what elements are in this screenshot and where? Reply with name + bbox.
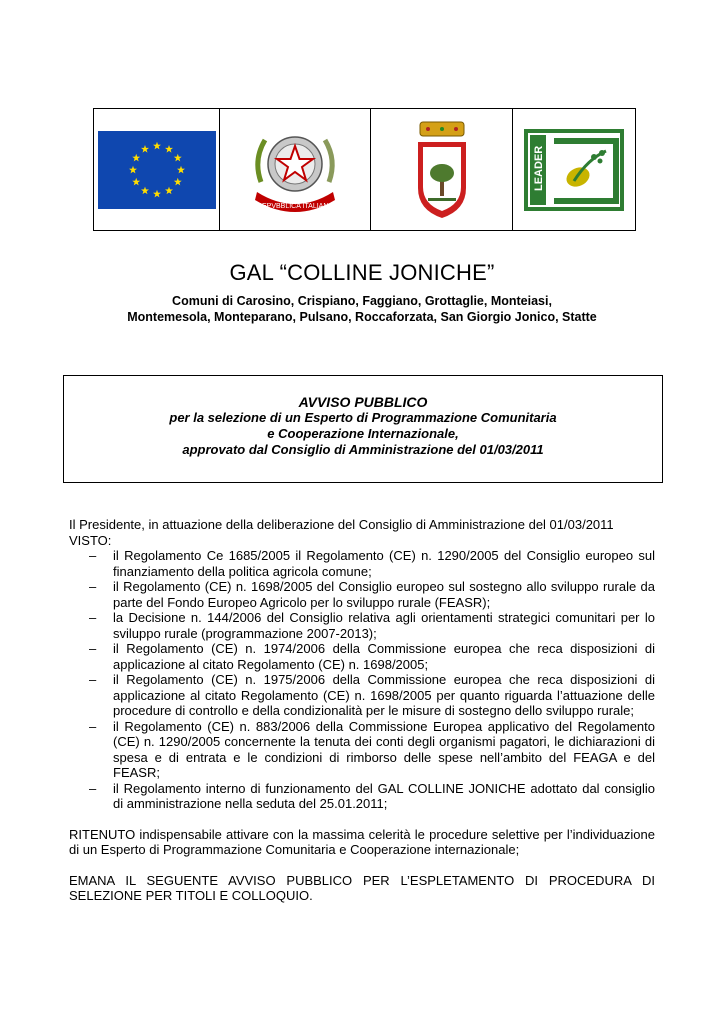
list-item: – il Regolamento (CE) n. 1974/2006 della Commissione europea che reca disposizioni di applicazione al citato Regolamento (CE) n. 1698/2005; [89,641,655,672]
list-item: – il Regolamento (CE) n. 883/2006 della Commissione Europea applicativo del Regolamento (CE) n. 1290/2005 concernente la tenuta dei conti degli organismi pagatori, le dichiarazioni di spesa e di entrata e le condizioni di rimborso delle spese nell’ambito del FEAGA e del FEASR; [89,718,655,780]
italian-emblem-icon [243,120,347,220]
intro-paragraph: Il Presidente, in attuazione della deliberazione del Consiglio di Amministrazione del 01/03/2011 [69,517,614,532]
avviso-line-3: approvato dal Consiglio di Amministrazione del 01/03/2011 [182,442,544,457]
dash-bullet: – [89,718,97,734]
dash-bullet: – [89,579,97,594]
dash-bullet: – [89,641,97,656]
ritenuto-paragraph: RITENUTO indispensabile attivare con la massima celerità le procedure selettive per l’individuazione di un Esperto di Programmazione Comunitaria e Cooperazione internazionale; [69,826,655,857]
logo-cell-eu [94,109,220,230]
dash-bullet: – [89,780,97,796]
avviso-box [63,375,663,483]
list-item: – il Regolamento (CE) n. 1698/2005 del Consiglio europeo sul sostegno allo sviluppo rurale da parte del Fondo Europeo Agricolo per lo sviluppo rurale (FEASR); [89,579,655,610]
logo-strip [93,108,636,231]
visto-list [69,548,655,812]
leader-logo-icon [524,129,624,211]
comuni-line-2: Montemesola, Monteparano, Pulsano, Roccaforzata, San Giorgio Jonico, Statte [127,310,597,324]
logo-cell-puglia [371,109,513,230]
list-item: – la Decisione n. 144/2006 del Consiglio relativa agli orientamenti strategici comunitari per lo sviluppo rurale (programmazione 2007-2013); [89,610,655,641]
puglia-crest-icon [412,118,472,222]
list-item: – il Regolamento Ce 1685/2005 il Regolamento (CE) n. 1290/2005 del Consiglio europeo sul finanziamento della politica agricola comune; [89,548,655,579]
body-text [69,517,655,904]
dash-bullet: – [89,548,97,563]
avviso-line-1: per la selezione di un Esperto di Programmazione Comunitaria [169,410,557,425]
logo-cell-emblem [220,109,371,230]
list-item: – il Regolamento interno di funzionamento del GAL COLLINE JONICHE adottato dal consiglio di amministrazione nella seduta del 25.01.2011; [89,780,655,811]
avviso-title: AVVISO PUBBLICO [298,394,428,410]
page-title: GAL “COLLINE JONICHE” [229,260,495,285]
leader-text: LEADER [533,145,545,191]
list-item: – il Regolamento (CE) n. 1975/2006 della Commissione europea che reca disposizioni di applicazione al citato Regolamento (CE) n. 1698/2005 per quanto riguarda l’attuazione delle procedure di controllo e della condizionalità per le misure di sostegno dello sviluppo rurale; [89,672,655,718]
avviso-line-2: e Cooperazione Internazionale, [267,426,459,441]
eu-flag-icon [98,131,216,209]
visto-label: VISTO: [69,532,112,548]
logo-cell-leader [513,109,635,230]
emblem-ribbon-text: REPVBBLICA ITALIANA [256,202,334,210]
dash-bullet: – [89,672,97,687]
comuni-list [0,293,724,325]
comuni-line-1: Comuni di Carosino, Crispiano, Faggiano, Grottaglie, Monteiasi, [172,294,552,308]
dash-bullet: – [89,610,97,625]
emana-paragraph: EMANA IL SEGUENTE AVVISO PUBBLICO PER L’ESPLETAMENTO DI PROCEDURA DI SELEZIONE PER TITOLI E COLLOQUIO. [69,872,655,903]
